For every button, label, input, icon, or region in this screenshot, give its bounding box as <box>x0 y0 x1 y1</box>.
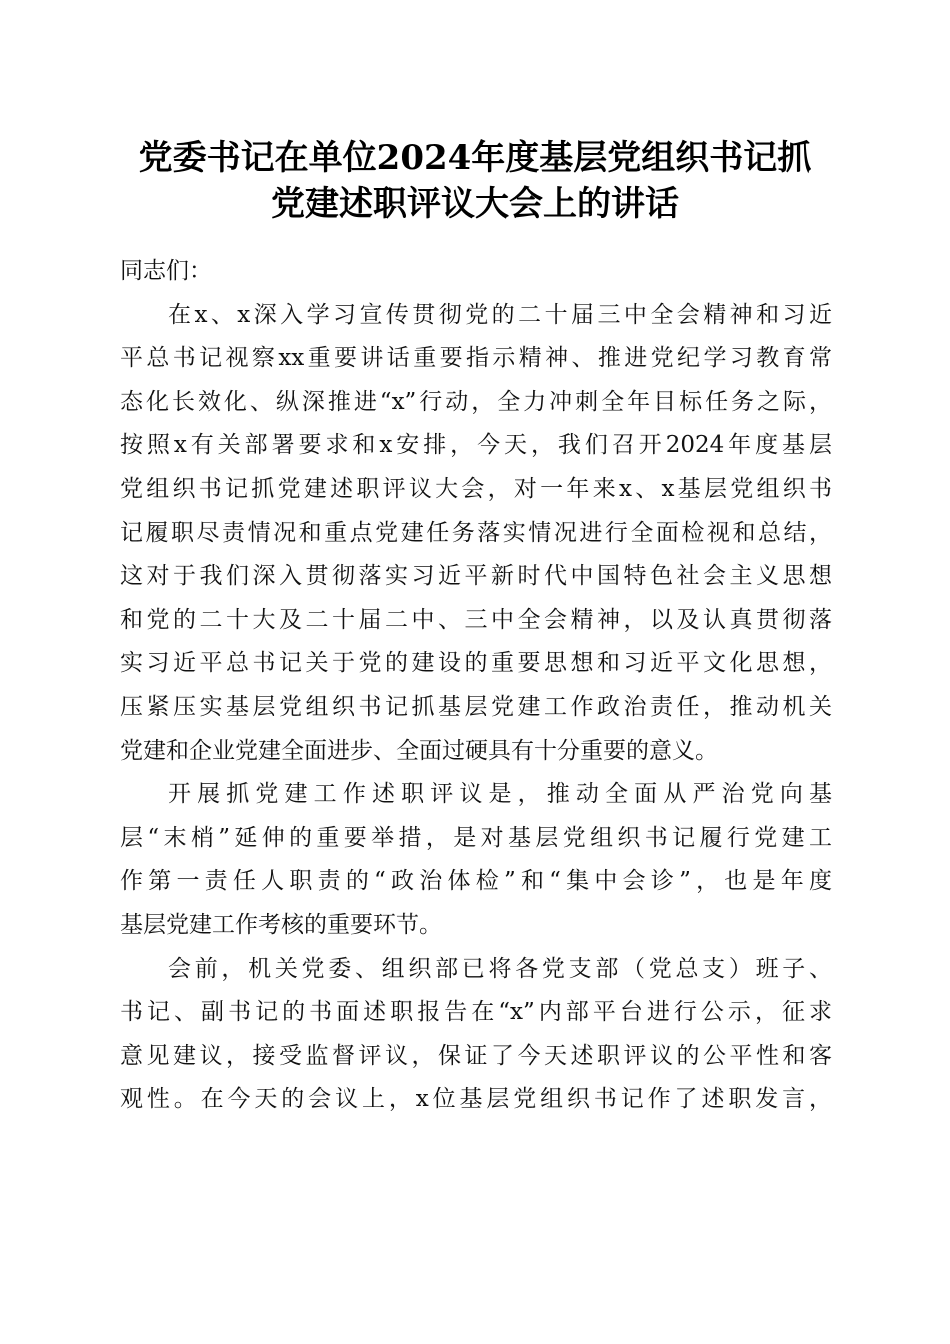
text-line: 层“末梢”延伸的重要举措，是对基层党组织书记履行党建工 <box>120 824 832 851</box>
text-line: 这对于我们深入贯彻落实习近平新时代中国特色社会主义思想 <box>120 563 832 590</box>
document-body <box>120 250 832 1122</box>
text-line: 实习近平总书记关于党的建设的重要思想和习近平文化思想， <box>120 650 832 677</box>
text-line: 平总书记视察xx重要讲话重要指示精神、推进党纪学习教育常 <box>120 345 832 372</box>
text-line: 党组织书记抓党建述职评议大会，对一年来x、x基层党组织书 <box>120 475 832 502</box>
title-line: 党委书记在单位2024年度基层党组织书记抓 <box>138 138 812 178</box>
text-line: 开展抓党建工作述职评议是，推动全面从严治党向基 <box>168 781 832 808</box>
salutation: 同志们： <box>120 258 212 284</box>
text-line: 按照x有关部署要求和x安排，今天，我们召开2024年度基层 <box>120 432 832 459</box>
text-line: 书记、副书记的书面述职报告在“x”内部平台进行公示，征求 <box>120 999 832 1026</box>
text-line: 意见建议，接受监督评议，保证了今天述职评议的公平性和客 <box>120 1042 832 1069</box>
text-line: 观性。在今天的会议上，x位基层党组织书记作了述职发言， <box>120 1086 832 1113</box>
text-line: 基层党建工作考核的重要环节。 <box>120 911 442 938</box>
text-line: 在x、x深入学习宣传贯彻党的二十届三中全会精神和习近 <box>168 301 832 328</box>
paragraph-1 <box>120 294 832 774</box>
document-title <box>100 135 850 227</box>
title-line: 党建述职评议大会上的讲话 <box>271 184 679 224</box>
text-line: 和党的二十大及二十届二中、三中全会精神，以及认真贯彻落 <box>120 606 832 633</box>
paragraph-3 <box>120 948 832 1122</box>
text-line: 压紧压实基层党组织书记抓基层党建工作政治责任，推动机关 <box>120 693 832 720</box>
text-line: 会前，机关党委、组织部已将各党支部（党总支）班子、 <box>168 955 832 982</box>
paragraph-2 <box>120 773 832 947</box>
text-line: 记履职尽责情况和重点党建任务落实情况进行全面检视和总结， <box>120 519 832 546</box>
text-line: 党建和企业党建全面进步、全面过硬具有十分重要的意义。 <box>120 737 718 764</box>
text-line: 作第一责任人职责的“政治体检”和“集中会诊”，也是年度 <box>120 868 832 895</box>
text-line: 态化长效化、纵深推进“x”行动，全力冲刺全年目标任务之际， <box>120 388 832 415</box>
